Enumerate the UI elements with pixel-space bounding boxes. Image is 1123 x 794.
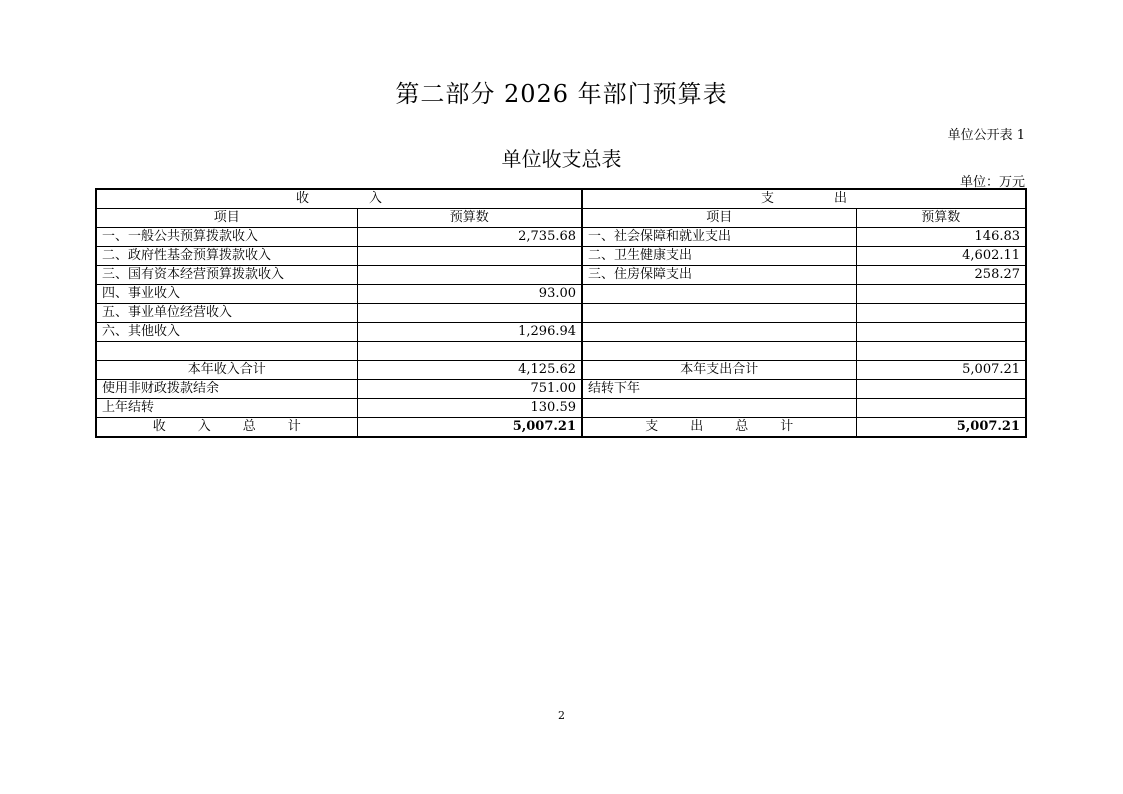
expense-item-cell	[582, 342, 856, 361]
expense-value-cell: 4,602.11	[856, 247, 1026, 266]
expense-value-cell	[856, 285, 1026, 304]
income-item-header: 项目	[96, 209, 357, 228]
table-row	[96, 304, 1026, 323]
income-item-cell: 一、一般公共预算拨款收入	[96, 228, 357, 247]
expense-value-cell	[856, 380, 1026, 399]
income-item-cell: 三、国有资本经营预算拨款收入	[96, 266, 357, 285]
income-value-cell: 1,296.94	[357, 323, 582, 342]
grand-income-total-value: 5,007.21	[357, 418, 582, 438]
expense-value-cell	[856, 342, 1026, 361]
expense-item-cell: 二、卫生健康支出	[582, 247, 856, 266]
table-row	[96, 342, 1026, 361]
expense-item-cell: 三、住房保障支出	[582, 266, 856, 285]
income-value-cell	[357, 266, 582, 285]
section-header-row	[96, 189, 1026, 209]
income-item-cell: 使用非财政拨款结余	[96, 380, 357, 399]
income-item-cell: 四、事业收入	[96, 285, 357, 304]
grand-expense-total-value: 5,007.21	[856, 418, 1026, 438]
table-title: 单位收支总表	[501, 147, 622, 171]
expense-value-cell: 146.83	[856, 228, 1026, 247]
income-value-cell: 2,735.68	[357, 228, 582, 247]
table-row	[96, 247, 1026, 266]
unit-label: 单位：万元	[959, 175, 1025, 190]
expense-item-cell	[582, 323, 856, 342]
income-item-cell: 五、事业单位经营收入	[96, 304, 357, 323]
income-budget-header: 预算数	[357, 209, 582, 228]
table-number: 单位公开表 1	[947, 128, 1025, 143]
expense-item-cell: 一、社会保障和就业支出	[582, 228, 856, 247]
expense-value-cell: 258.27	[856, 266, 1026, 285]
year-income-total-label: 本年收入合计	[96, 361, 357, 380]
year-expense-total-label: 本年支出合计	[582, 361, 856, 380]
expense-value-cell	[856, 323, 1026, 342]
table-row	[96, 228, 1026, 247]
budget-summary-table	[95, 188, 1027, 438]
table-row	[96, 399, 1026, 418]
income-value-cell: 751.00	[357, 380, 582, 399]
income-item-cell: 二、政府性基金预算拨款收入	[96, 247, 357, 266]
grand-total-row	[96, 418, 1026, 438]
column-header-row	[96, 209, 1026, 228]
income-value-cell	[357, 247, 582, 266]
expense-item-cell	[582, 399, 856, 418]
income-value-cell: 93.00	[357, 285, 582, 304]
expense-section-header: 支出	[582, 189, 1026, 209]
expense-value-cell	[856, 399, 1026, 418]
expense-budget-header: 预算数	[856, 209, 1026, 228]
grand-income-total-label: 收入总计	[96, 418, 357, 438]
table-row	[96, 285, 1026, 304]
year-income-total-value: 4,125.62	[357, 361, 582, 380]
income-item-cell: 六、其他收入	[96, 323, 357, 342]
expense-value-cell	[856, 304, 1026, 323]
expense-item-cell	[582, 285, 856, 304]
page-title: 第二部分 2026 年部门预算表	[395, 80, 728, 108]
income-item-cell: 上年结转	[96, 399, 357, 418]
expense-item-cell	[582, 304, 856, 323]
income-section-header: 收入	[96, 189, 582, 209]
income-value-cell	[357, 342, 582, 361]
year-total-row	[96, 361, 1026, 380]
expense-item-header: 项目	[582, 209, 856, 228]
income-item-cell	[96, 342, 357, 361]
table-row	[96, 380, 1026, 399]
page-number: 2	[558, 709, 565, 722]
income-value-cell: 130.59	[357, 399, 582, 418]
year-expense-total-value: 5,007.21	[856, 361, 1026, 380]
grand-expense-total-label: 支出总计	[582, 418, 856, 438]
expense-item-cell: 结转下年	[582, 380, 856, 399]
table-row	[96, 266, 1026, 285]
income-value-cell	[357, 304, 582, 323]
table-row	[96, 323, 1026, 342]
